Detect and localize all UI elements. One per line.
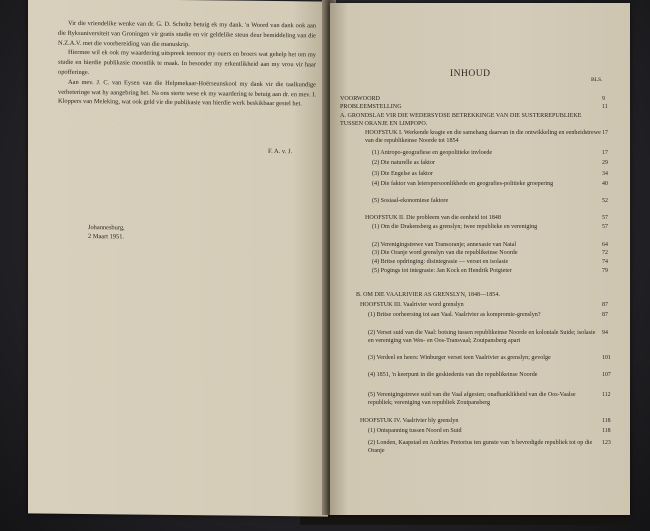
toc-entry: PROBLEEMSTELLING (340, 104, 402, 110)
paragraph: Hiermee wil ek ook my waardering uitspreek teenoor my ouers en broers wat gehelp het om my studie en hierdie publikasie moontlik te maak. In besonder my erkentlikheid aan my vrou vir haar opofferinge. (58, 49, 316, 77)
toc-entry: (1) Ontspanning tussen Noord en Suid (368, 428, 462, 434)
toc-page-number: 34 (602, 171, 608, 177)
toc-entry: (1) Om die Drakensberg as grenslyn; twee republieke en vereniging (372, 224, 538, 230)
contents-title: INHOUD (450, 69, 491, 79)
toc-page-number: 57 (602, 215, 608, 221)
toc-entry: HOOFSTUK II. Die probleem van die eenheid tot 1848 (365, 215, 501, 221)
toc-entry: (5) Sosiaal-ekonomiese faktore (372, 198, 449, 204)
toc-entry: (3) Die Oranje word grenslyn van die republikeinse Noorde (372, 250, 518, 256)
toc-page-number: 94 (602, 330, 608, 336)
toc-entry: (1) Britse oorheersing tot aan Vaal. Vaalrivier as kompromie-grenslyn? (368, 312, 541, 318)
toc-page-number: 29 (602, 160, 608, 166)
toc-page-number: 123 (602, 440, 611, 446)
acknowledgement-text (58, 19, 316, 110)
toc-entry: (3) Verdeel en heers: Winburger verset teen Vaalrivier as grenslyn; gevolge (368, 355, 551, 361)
toc-entry: HOOFSTUK I. Werkende kragte en die samehang daarvan in die ontwikkeling en eenheidstrewe van die republikeinse Noorde tot 1854 (365, 130, 601, 144)
toc-page-number: 87 (602, 312, 608, 318)
toc-entry: A. GRONDSLAE VIR DIE WEDERSYDSE BETREKKINGE VAN DIE SUSTERREPUBLIEKE TUSSEN ORANJE EN LIMPOPO. (340, 113, 582, 127)
toc-page-number: 74 (602, 259, 608, 265)
toc-page-number: 11 (602, 104, 608, 110)
toc-page-number: 17 (602, 130, 608, 136)
toc-entry: (4) Die faktor van leierspersoonlikhede en geografies-politieke groepering (372, 181, 554, 187)
toc-page-number: 57 (602, 224, 608, 230)
toc-page-number: 107 (602, 372, 611, 378)
toc-entry: B. OM DIE VAALRIVIER AS GRENSLYN, 1848—1854. (356, 292, 500, 298)
toc-page-number: 9 (602, 96, 605, 102)
toc-entry: (5) Verenigingstrewe suid van die Vaal afgesien; onafhanklikheid van die Oos-Vaalse republiek; vereniging van republiek Zoutpansberg (368, 392, 576, 406)
toc-page-number: 40 (602, 181, 608, 187)
toc-entry: (5) Pogings tot integrasie: Jan Kock en Hendrik Potgieter (372, 268, 512, 274)
toc-entry: (2) Londen, Kaapstad en Andries Pretorius ten gunste van 'n bevredigde republiek tot op die Oranje (368, 440, 593, 454)
toc-page-number: 118 (602, 418, 611, 424)
toc-entry: (2) Verset suid van die Vaal: botsing tussen republikeinse Noorde en koloniale Suide; isolasie en vereniging van Wes- en Oos-Transvaal; Zoutpansberg apart (368, 330, 596, 344)
toc-page-number: 101 (602, 355, 611, 361)
toc-entry: (4) 1851, 'n keerpunt in die geskiedenis van die republikeinse Noorde (368, 372, 538, 378)
toc-entry: (3) Die Engelse as faktor (372, 171, 433, 177)
paragraph: Vir die vriendelike wenke van dr. G. D. Scholtz betuig ek my dank. 'n Woord van dank ook aan die Ryksuniversiteit van Groningen vir gratis studie en vir geldelike steun deur bemiddeling van die N.Z.A.V. met die voorbereiding van die manuskrip. (58, 19, 316, 48)
toc-page-number: 112 (602, 392, 611, 398)
toc-page-number: 64 (602, 242, 608, 248)
toc-entry: (2) Verenigingstrewe van Transoranje; annexasie van Natal (372, 242, 517, 248)
toc-page-number: 72 (602, 250, 608, 256)
toc-entry: HOOFSTUK III. Vaalrivier word grenslyn (360, 302, 464, 308)
left-page (28, 0, 328, 517)
toc-page-number: 79 (602, 268, 608, 274)
place: Johannesburg, (88, 224, 125, 232)
date: 2 Maart 1951. (88, 233, 125, 241)
toc-entry: HOOFSTUK IV. Vaalrivier bly grenslyn (360, 418, 459, 424)
toc-page-number: 17 (602, 150, 608, 156)
page-column-label: BLS. (591, 77, 603, 83)
paragraph: Aan mev. J. C. van Eysen van die Helpmekaar-Hoërseunskool my dank vir die taalkundige verbeteringe wat hy aangebring het. Na ons sterte wese ek my waardering te betuig aan dr. en mev. I. Kloppers van Meleking, wat ook geld vir die publikasie van hierdie werk beskikbaar gestel het. (58, 78, 316, 108)
place-date (88, 223, 125, 241)
toc-entry: (4) Britse opdringing: disintegrasie — verset en isolasie (372, 259, 509, 265)
toc-page-number: 118 (602, 428, 611, 434)
toc-entry: (2) Die naturelle as faktor (372, 160, 435, 166)
toc-page-number: 52 (602, 198, 608, 204)
toc-entry: (1) Antropo-geografiese en geopolitieke invloede (372, 150, 493, 156)
toc-entry: VOORWOORD (340, 96, 380, 102)
signature-initials: F. A. v. J. (268, 147, 293, 156)
toc-page-number: 87 (602, 302, 608, 308)
